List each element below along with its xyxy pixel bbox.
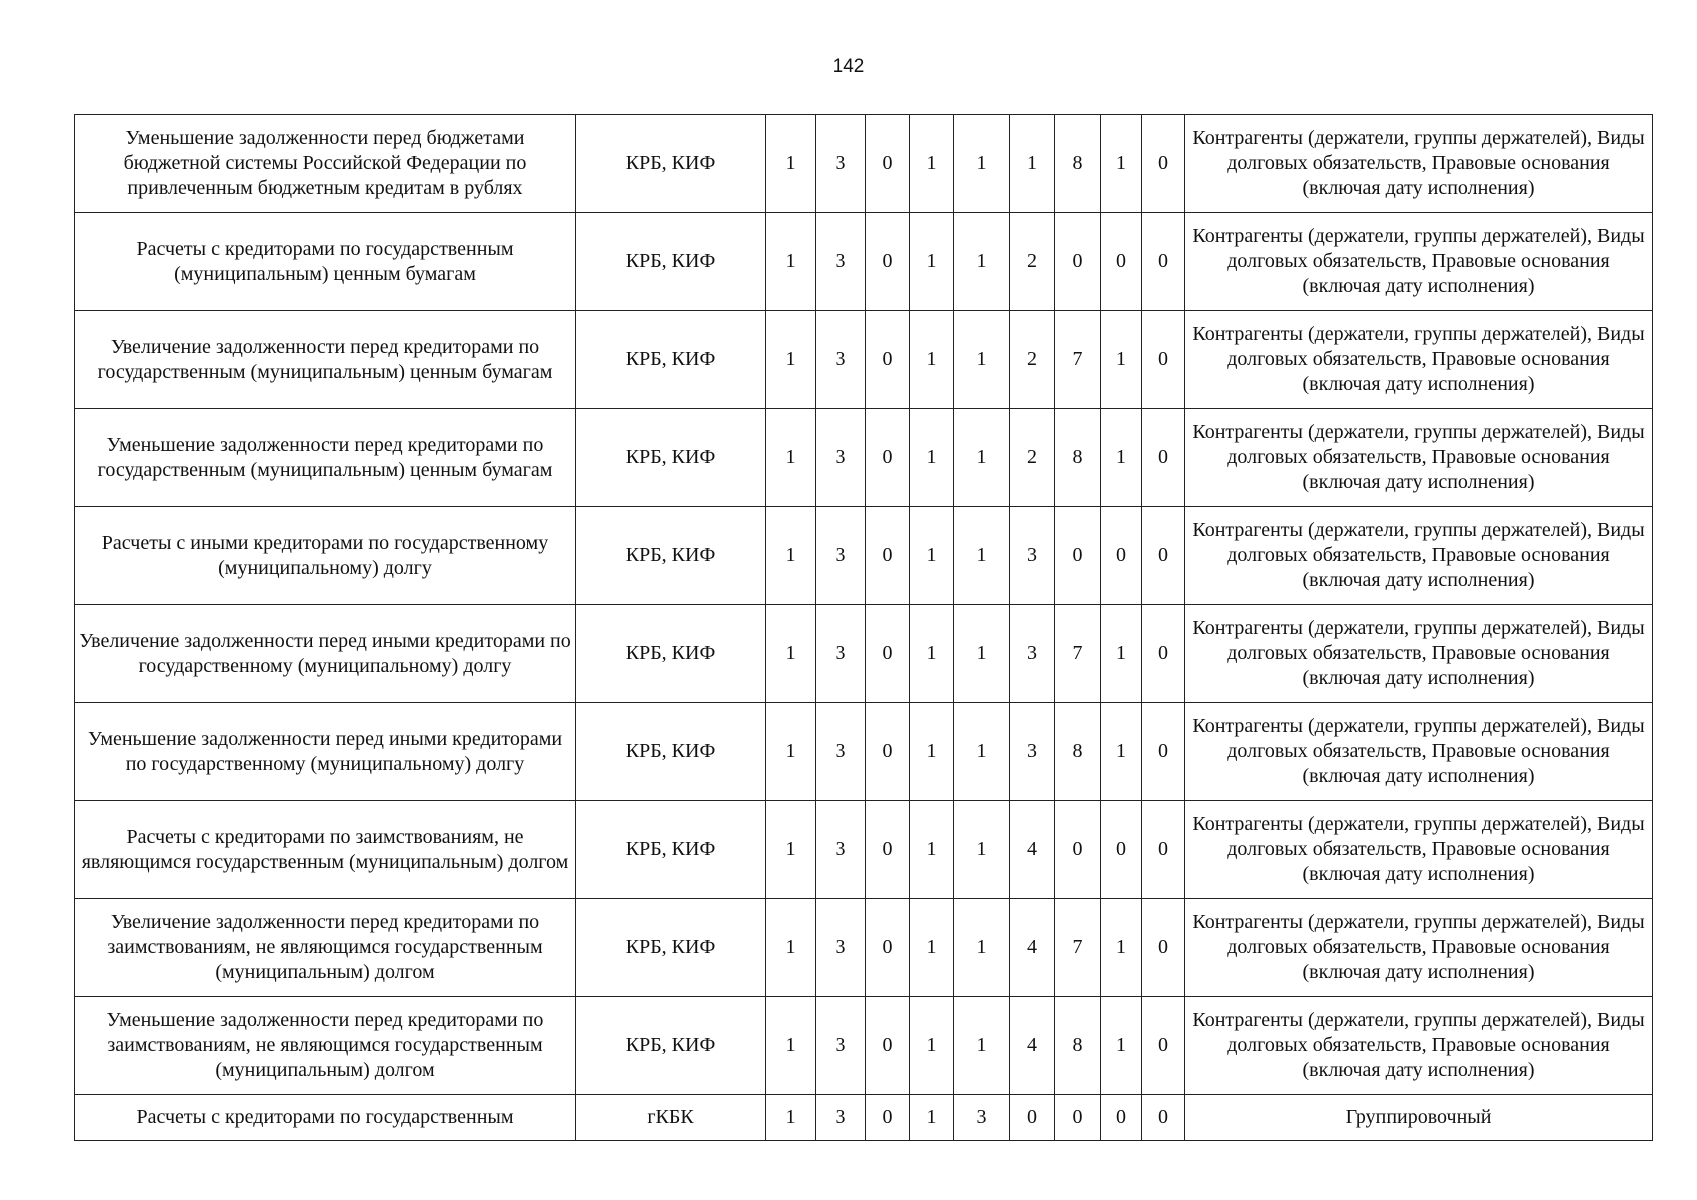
code-type-cell: КРБ, КИФ	[576, 115, 766, 213]
account-digit-cell: 1	[954, 507, 1010, 605]
account-digit-cell: 1	[766, 703, 816, 801]
code-type-cell: КРБ, КИФ	[576, 997, 766, 1095]
account-digit-cell: 1	[766, 115, 816, 213]
account-digit-cell: 3	[816, 115, 866, 213]
account-digit-cell: 0	[866, 997, 910, 1095]
account-digit-cell: 8	[1055, 409, 1101, 507]
account-digit-cell: 1	[910, 801, 954, 899]
account-digit-cell: 1	[954, 899, 1010, 997]
account-digit-cell: 0	[866, 311, 910, 409]
account-digit-cell: 4	[1010, 801, 1055, 899]
account-name-cell: Расчеты с кредиторами по государственным	[75, 1095, 576, 1141]
account-name-cell: Расчеты с кредиторами по государственным (муниципальным) ценным бумагам	[75, 213, 576, 311]
account-digit-cell: 1	[954, 213, 1010, 311]
account-digit-cell: 1	[1101, 605, 1142, 703]
account-digit-cell: 0	[866, 1095, 910, 1141]
account-digit-cell: 1	[766, 1095, 816, 1141]
table-row	[75, 605, 1653, 703]
account-digit-cell: 3	[816, 213, 866, 311]
table-row	[75, 1095, 1653, 1141]
account-digit-cell: 8	[1055, 997, 1101, 1095]
account-digit-cell: 3	[816, 997, 866, 1095]
account-digit-cell: 0	[1101, 1095, 1142, 1141]
account-name-cell: Уменьшение задолженности перед бюджетами бюджетной системы Российской Федерации по привлеченным бюджетным кредитам в рублях	[75, 115, 576, 213]
accounts-table	[74, 114, 1653, 1141]
analytics-cell: Контрагенты (держатели, группы держателей), Виды долговых обязательств, Правовые основания (включая дату исполнения)	[1185, 801, 1653, 899]
account-digit-cell: 1	[910, 311, 954, 409]
account-digit-cell: 0	[1142, 899, 1185, 997]
account-digit-cell: 1	[954, 997, 1010, 1095]
analytics-cell: Контрагенты (держатели, группы держателей), Виды долговых обязательств, Правовые основания (включая дату исполнения)	[1185, 507, 1653, 605]
account-digit-cell: 0	[1142, 605, 1185, 703]
account-digit-cell: 3	[816, 507, 866, 605]
account-name-cell: Уменьшение задолженности перед кредиторами по заимствованиям, не являющимся государственным (муниципальным) долгом	[75, 997, 576, 1095]
account-digit-cell: 1	[1101, 899, 1142, 997]
analytics-cell: Контрагенты (держатели, группы держателей), Виды долговых обязательств, Правовые основания (включая дату исполнения)	[1185, 311, 1653, 409]
account-digit-cell: 3	[1010, 703, 1055, 801]
account-digit-cell: 1	[1010, 115, 1055, 213]
account-digit-cell: 3	[816, 801, 866, 899]
code-type-cell: КРБ, КИФ	[576, 311, 766, 409]
account-digit-cell: 3	[816, 409, 866, 507]
account-digit-cell: 4	[1010, 899, 1055, 997]
account-name-cell: Увеличение задолженности перед кредиторами по государственным (муниципальным) ценным бумагам	[75, 311, 576, 409]
account-digit-cell: 1	[954, 605, 1010, 703]
account-digit-cell: 0	[1142, 115, 1185, 213]
account-digit-cell: 1	[766, 605, 816, 703]
account-digit-cell: 1	[954, 801, 1010, 899]
account-digit-cell: 0	[866, 703, 910, 801]
account-digit-cell: 0	[1055, 507, 1101, 605]
account-digit-cell: 3	[816, 1095, 866, 1141]
account-digit-cell: 2	[1010, 409, 1055, 507]
table-row	[75, 801, 1653, 899]
analytics-cell: Контрагенты (держатели, группы держателей), Виды долговых обязательств, Правовые основания (включая дату исполнения)	[1185, 899, 1653, 997]
account-name-cell: Уменьшение задолженности перед кредиторами по государственным (муниципальным) ценным бумагам	[75, 409, 576, 507]
account-digit-cell: 0	[1055, 213, 1101, 311]
account-digit-cell: 3	[816, 703, 866, 801]
account-digit-cell: 3	[816, 605, 866, 703]
table-row	[75, 213, 1653, 311]
code-type-cell: КРБ, КИФ	[576, 213, 766, 311]
account-digit-cell: 1	[766, 311, 816, 409]
account-digit-cell: 0	[866, 605, 910, 703]
account-digit-cell: 0	[1101, 213, 1142, 311]
code-type-cell: гКБК	[576, 1095, 766, 1141]
account-digit-cell: 1	[1101, 703, 1142, 801]
account-digit-cell: 0	[866, 899, 910, 997]
account-digit-cell: 0	[1142, 213, 1185, 311]
account-name-cell: Уменьшение задолженности перед иными кредиторами по государственному (муниципальному) долгу	[75, 703, 576, 801]
account-digit-cell: 1	[910, 115, 954, 213]
page-number: 142	[832, 56, 865, 77]
account-digit-cell: 4	[1010, 997, 1055, 1095]
analytics-cell: Контрагенты (держатели, группы держателей), Виды долговых обязательств, Правовые основания (включая дату исполнения)	[1185, 115, 1653, 213]
account-digit-cell: 0	[1142, 703, 1185, 801]
account-digit-cell: 3	[816, 311, 866, 409]
account-digit-cell: 7	[1055, 899, 1101, 997]
account-digit-cell: 1	[766, 507, 816, 605]
account-digit-cell: 0	[1142, 507, 1185, 605]
analytics-cell: Контрагенты (держатели, группы держателей), Виды долговых обязательств, Правовые основания (включая дату исполнения)	[1185, 605, 1653, 703]
account-digit-cell: 1	[954, 409, 1010, 507]
account-digit-cell: 3	[954, 1095, 1010, 1141]
account-digit-cell: 1	[910, 1095, 954, 1141]
account-digit-cell: 0	[1142, 409, 1185, 507]
table-body	[75, 115, 1653, 1141]
account-digit-cell: 1	[910, 703, 954, 801]
account-digit-cell: 7	[1055, 605, 1101, 703]
account-digit-cell: 0	[866, 801, 910, 899]
analytics-cell: Контрагенты (держатели, группы держателей), Виды долговых обязательств, Правовые основания (включая дату исполнения)	[1185, 213, 1653, 311]
account-digit-cell: 3	[816, 899, 866, 997]
account-digit-cell: 1	[766, 409, 816, 507]
code-type-cell: КРБ, КИФ	[576, 507, 766, 605]
table-row	[75, 899, 1653, 997]
account-digit-cell: 1	[954, 115, 1010, 213]
table-row	[75, 311, 1653, 409]
account-digit-cell: 1	[766, 997, 816, 1095]
account-name-cell: Увеличение задолженности перед кредиторами по заимствованиям, не являющимся государственным (муниципальным) долгом	[75, 899, 576, 997]
account-digit-cell: 0	[1142, 801, 1185, 899]
account-digit-cell: 0	[1142, 311, 1185, 409]
table-row	[75, 115, 1653, 213]
code-type-cell: КРБ, КИФ	[576, 409, 766, 507]
account-digit-cell: 0	[866, 507, 910, 605]
account-digit-cell: 0	[866, 115, 910, 213]
account-digit-cell: 8	[1055, 703, 1101, 801]
account-name-cell: Расчеты с кредиторами по заимствованиям, не являющимся государственным (муниципальным) долгом	[75, 801, 576, 899]
account-digit-cell: 1	[910, 605, 954, 703]
account-digit-cell: 1	[766, 899, 816, 997]
account-digit-cell: 0	[1101, 507, 1142, 605]
account-digit-cell: 0	[1055, 1095, 1101, 1141]
account-digit-cell: 1	[910, 507, 954, 605]
table-row	[75, 507, 1653, 605]
account-digit-cell: 0	[1055, 801, 1101, 899]
account-digit-cell: 0	[1101, 801, 1142, 899]
account-digit-cell: 1	[910, 899, 954, 997]
analytics-cell: Контрагенты (держатели, группы держателей), Виды долговых обязательств, Правовые основания (включая дату исполнения)	[1185, 997, 1653, 1095]
account-digit-cell: 1	[1101, 409, 1142, 507]
account-digit-cell: 1	[1101, 997, 1142, 1095]
table-row	[75, 703, 1653, 801]
account-digit-cell: 1	[766, 801, 816, 899]
code-type-cell: КРБ, КИФ	[576, 801, 766, 899]
account-digit-cell: 2	[1010, 311, 1055, 409]
account-digit-cell: 0	[866, 213, 910, 311]
account-digit-cell: 0	[1142, 997, 1185, 1095]
code-type-cell: КРБ, КИФ	[576, 605, 766, 703]
table-row	[75, 997, 1653, 1095]
account-digit-cell: 1	[1101, 115, 1142, 213]
account-digit-cell: 1	[954, 311, 1010, 409]
account-digit-cell: 7	[1055, 311, 1101, 409]
account-digit-cell: 1	[910, 997, 954, 1095]
account-digit-cell: 3	[1010, 605, 1055, 703]
account-digit-cell: 1	[910, 213, 954, 311]
account-digit-cell: 0	[1010, 1095, 1055, 1141]
account-name-cell: Расчеты с иными кредиторами по государственному (муниципальному) долгу	[75, 507, 576, 605]
account-digit-cell: 8	[1055, 115, 1101, 213]
code-type-cell: КРБ, КИФ	[576, 899, 766, 997]
analytics-cell: Контрагенты (держатели, группы держателей), Виды долговых обязательств, Правовые основания (включая дату исполнения)	[1185, 703, 1653, 801]
analytics-cell: Контрагенты (держатели, группы держателей), Виды долговых обязательств, Правовые основания (включая дату исполнения)	[1185, 409, 1653, 507]
table-row	[75, 409, 1653, 507]
account-digit-cell: 1	[954, 703, 1010, 801]
account-digit-cell: 1	[1101, 311, 1142, 409]
analytics-cell: Группировочный	[1185, 1095, 1653, 1141]
account-digit-cell: 3	[1010, 507, 1055, 605]
code-type-cell: КРБ, КИФ	[576, 703, 766, 801]
account-digit-cell: 0	[1142, 1095, 1185, 1141]
account-digit-cell: 0	[866, 409, 910, 507]
account-name-cell: Увеличение задолженности перед иными кредиторами по государственному (муниципальному) долгу	[75, 605, 576, 703]
account-digit-cell: 1	[766, 213, 816, 311]
account-digit-cell: 1	[910, 409, 954, 507]
account-digit-cell: 2	[1010, 213, 1055, 311]
